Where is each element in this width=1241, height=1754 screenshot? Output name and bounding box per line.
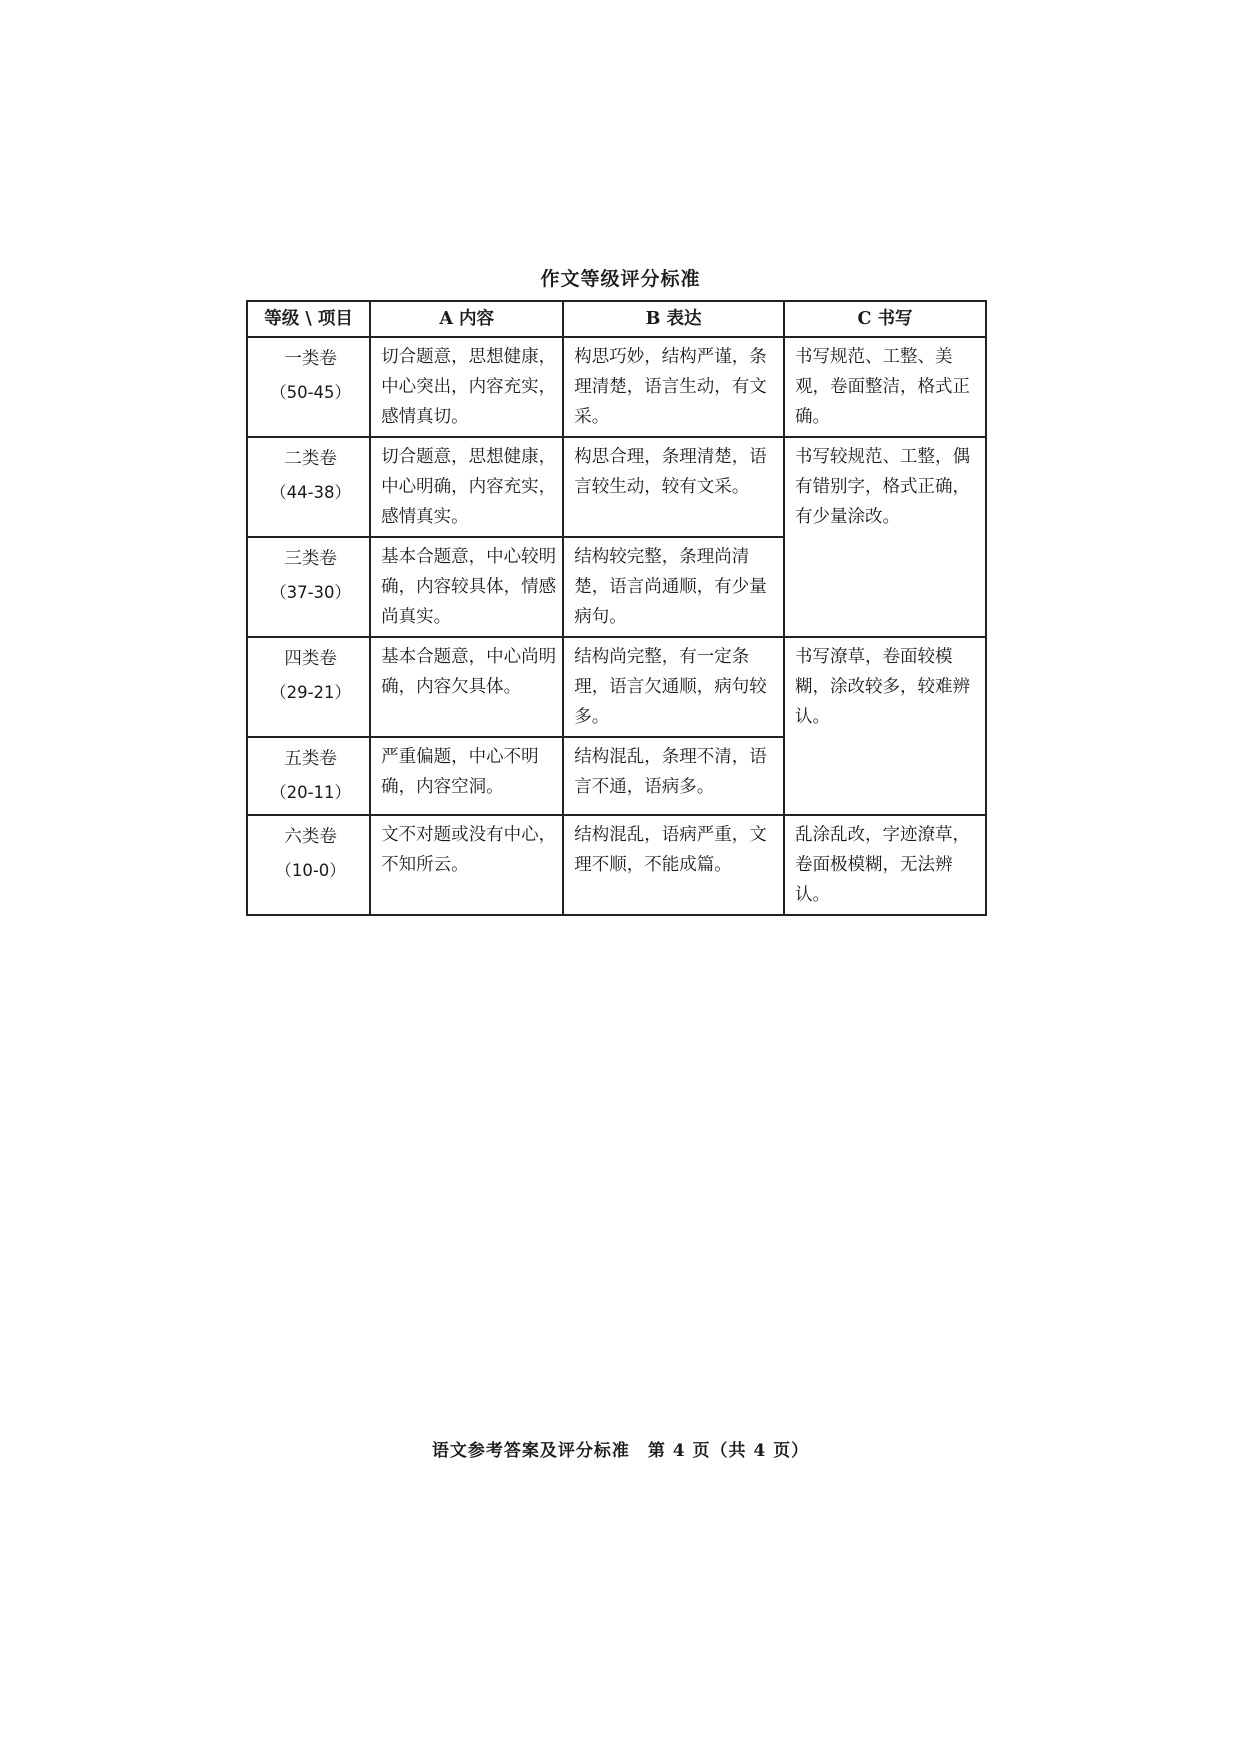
page-footer: 语文参考答案及评分标准 第 4 页（共 4 页） — [431, 1441, 810, 1461]
grade-cell — [247, 737, 370, 815]
grade-cell — [247, 815, 370, 915]
grading-table — [246, 300, 987, 916]
expression-cell: 结构尚完整，有一定条理，语言欠通顺，病句较多。 — [563, 637, 784, 737]
table-row — [247, 637, 986, 737]
grade-label: 五类卷 — [284, 749, 337, 769]
table-header-row — [247, 301, 986, 337]
content-cell: 切合题意，思想健康，中心突出，内容充实，感情真切。 — [370, 337, 563, 437]
grade-cell — [247, 437, 370, 537]
grade-label: 四类卷 — [284, 649, 337, 669]
grade-label: 二类卷 — [284, 449, 337, 469]
writing-cell: 书写规范、工整、美观，卷面整洁，格式正确。 — [784, 337, 986, 437]
content-cell: 基本合题意，中心尚明确，内容欠具体。 — [370, 637, 563, 737]
expression-cell: 结构混乱，语病严重，文理不顺，不能成篇。 — [563, 815, 784, 915]
grade-score: （37-30） — [270, 583, 352, 602]
content-cell: 基本合题意，中心较明确，内容较具体，情感尚真实。 — [370, 537, 563, 637]
grade-cell — [247, 537, 370, 637]
grade-score: （10-0） — [275, 861, 346, 880]
content-cell: 切合题意，思想健康，中心明确，内容充实，感情真实。 — [370, 437, 563, 537]
header-expression: B 表达 — [563, 301, 784, 337]
expression-cell: 构思合理，条理清楚，语言较生动，较有文采。 — [563, 437, 784, 537]
grade-label: 三类卷 — [284, 549, 337, 569]
expression-cell: 结构混乱，条理不清，语言不通，语病多。 — [563, 737, 784, 815]
writing-cell-merged: 书写潦草，卷面较模糊，涂改较多，较难辨认。 — [784, 637, 986, 815]
grade-cell — [247, 637, 370, 737]
table-row — [247, 815, 986, 915]
content-cell: 文不对题或没有中心，不知所云。 — [370, 815, 563, 915]
table-row — [247, 337, 986, 437]
writing-cell-merged: 书写较规范、工整，偶有错别字，格式正确，有少量涂改。 — [784, 437, 986, 637]
grade-score: （50-45） — [270, 383, 352, 402]
writing-cell: 乱涂乱改，字迹潦草，卷面极模糊，无法辨认。 — [784, 815, 986, 915]
header-content: A 内容 — [370, 301, 563, 337]
expression-cell: 结构较完整，条理尚清楚，语言尚通顺，有少量病句。 — [563, 537, 784, 637]
table-row — [247, 437, 986, 537]
expression-cell: 构思巧妙，结构严谨，条理清楚，语言生动，有文采。 — [563, 337, 784, 437]
grade-score: （44-38） — [270, 483, 352, 502]
grade-score: （20-11） — [270, 783, 352, 802]
grade-label: 六类卷 — [284, 827, 337, 847]
grade-label: 一类卷 — [284, 349, 337, 369]
header-grade: 等级 \ 项目 — [247, 301, 370, 337]
content-cell: 严重偏题，中心不明确，内容空洞。 — [370, 737, 563, 815]
grade-score: （29-21） — [270, 683, 352, 702]
grade-cell — [247, 337, 370, 437]
header-writing: C 书写 — [784, 301, 986, 337]
table-title: 作文等级评分标准 — [540, 268, 701, 290]
